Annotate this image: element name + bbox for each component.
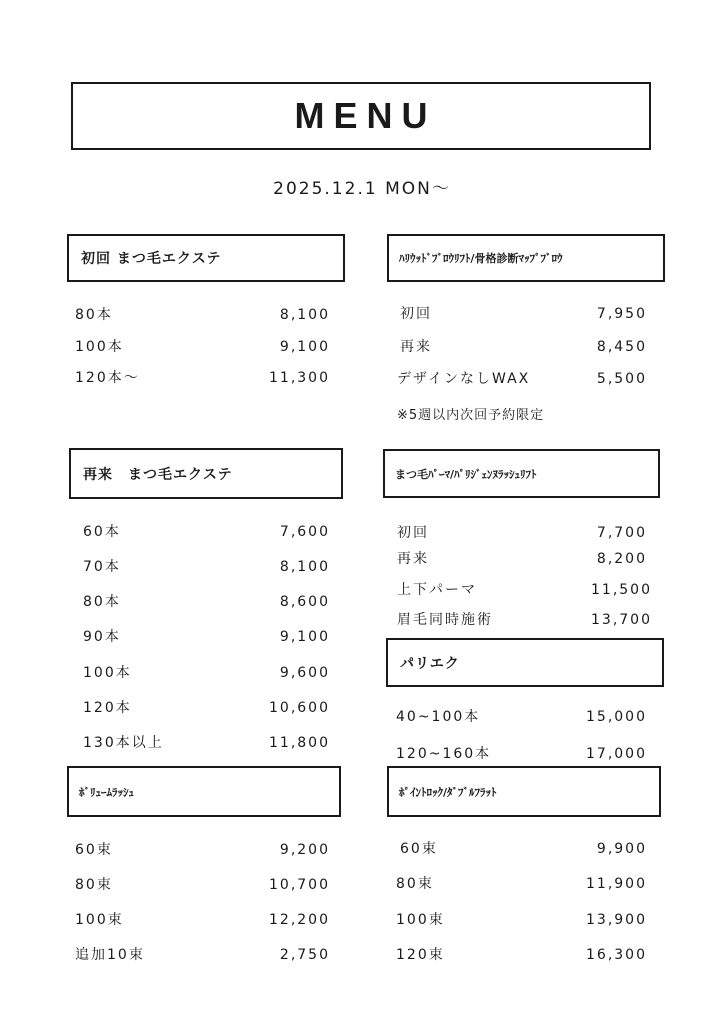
price-row (75, 305, 330, 325)
item-name: 90本 (83, 629, 121, 645)
price-row (83, 592, 330, 612)
item-name: 60束 (75, 842, 113, 858)
item-name: 40~100本 (396, 709, 481, 725)
item-name: 80本 (75, 307, 113, 323)
menu-title-box (71, 82, 651, 150)
price-row (75, 368, 330, 388)
price-row (400, 839, 647, 859)
item-price: 8,100 (279, 559, 330, 575)
section-heading-label: まつ毛ﾊﾟｰﾏ/ﾊﾟﾘｼﾞｪﾝﾇﾗｯｼｭﾘﾌﾄ (395, 467, 537, 481)
item-price: 11,300 (269, 370, 330, 386)
item-price: 13,900 (586, 912, 647, 928)
item-name: 再来 (400, 339, 432, 355)
price-row (396, 945, 647, 965)
section-brow-heading (387, 234, 665, 282)
item-price: 15,000 (586, 709, 647, 725)
price-row (396, 874, 647, 894)
menu-title: MENU (294, 95, 437, 136)
price-row (83, 522, 330, 542)
item-name: 眉毛同時施術 (397, 612, 493, 628)
section-heading-label: ﾎﾞﾘｭｰﾑﾗｯｼｭ (79, 785, 134, 799)
item-price: 7,600 (279, 524, 330, 540)
price-row (397, 523, 647, 543)
item-name: 60束 (400, 841, 438, 857)
effective-date: 2025.12.1 MON〜 (273, 179, 451, 199)
item-name: 初回 (397, 525, 429, 541)
price-row (397, 610, 652, 630)
item-price: 11,800 (269, 735, 330, 751)
price-row (75, 875, 330, 895)
section-heading-label: 再来 まつ毛エクステ (83, 466, 233, 483)
section-perm-heading (383, 449, 660, 498)
price-row (396, 744, 647, 764)
item-name: 100束 (396, 912, 445, 928)
item-name: 100本 (75, 339, 124, 355)
section-point-lock-heading (387, 766, 661, 817)
price-row (397, 549, 647, 569)
price-row (83, 733, 330, 753)
item-name: 追加10束 (75, 947, 145, 963)
item-price: 17,000 (586, 746, 647, 762)
item-name: 初回 (400, 306, 432, 322)
item-name: 120~160本 (396, 746, 492, 762)
section-eyelash-repeat-heading (69, 448, 343, 499)
price-row (83, 557, 330, 577)
item-price: 8,200 (596, 551, 647, 567)
item-price: 5,500 (596, 371, 647, 387)
item-price: 11,500 (591, 582, 652, 598)
price-row (83, 698, 330, 718)
price-row (400, 304, 647, 324)
price-row (75, 337, 330, 357)
item-name: 80束 (396, 876, 434, 892)
section-volume-heading (67, 766, 341, 817)
item-price: 13,700 (591, 612, 652, 628)
item-name: 再来 (397, 551, 429, 567)
section-heading-label: ﾎﾟｲﾝﾄﾛｯｸ/ﾀﾞﾌﾞﾙﾌﾗｯﾄ (399, 785, 497, 799)
price-row (75, 945, 330, 965)
item-price: 16,300 (586, 947, 647, 963)
price-row (396, 707, 647, 727)
item-price: 10,700 (269, 877, 330, 893)
item-price: 9,600 (279, 665, 330, 681)
item-price: 9,100 (279, 339, 330, 355)
item-price: 9,200 (279, 842, 330, 858)
price-row (75, 840, 330, 860)
item-price: 7,700 (596, 525, 647, 541)
item-price: 8,600 (279, 594, 330, 610)
item-name: 100束 (75, 912, 124, 928)
item-price: 10,600 (269, 700, 330, 716)
item-price: 2,750 (279, 947, 330, 963)
item-name: 80束 (75, 877, 113, 893)
item-price: 11,900 (586, 876, 647, 892)
item-name: 100本 (83, 665, 132, 681)
price-row (83, 663, 330, 683)
item-name: 80本 (83, 594, 121, 610)
item-price: 9,100 (279, 629, 330, 645)
item-price: 8,100 (279, 307, 330, 323)
item-name: デザインなしWAX (397, 371, 531, 387)
price-row (83, 627, 330, 647)
price-row (75, 910, 330, 930)
item-name: 120本 (83, 700, 132, 716)
item-name: 上下パーマ (397, 582, 477, 598)
item-price: 8,450 (596, 339, 647, 355)
price-row (397, 580, 652, 600)
item-name: 130本以上 (83, 735, 164, 751)
section-heading-label: ﾊﾘｳｯﾄﾞﾌﾞﾛｳﾘﾌﾄ/骨格診断ﾏｯﾌﾟﾌﾞﾛｳ (399, 252, 563, 265)
item-name: 60本 (83, 524, 121, 540)
item-price: 7,950 (596, 306, 647, 322)
section-eyelash-first-heading (67, 234, 345, 282)
item-name: 120本〜 (75, 370, 140, 386)
reservation-note: ※5週以内次回予約限定 (397, 408, 545, 423)
item-price: 12,200 (269, 912, 330, 928)
price-row (397, 369, 647, 389)
item-name: 70本 (83, 559, 121, 575)
price-row (396, 910, 647, 930)
price-row (400, 337, 647, 357)
section-pariek-heading (386, 638, 664, 687)
item-name: 120束 (396, 947, 445, 963)
section-heading-label: 初回 まつ毛エクステ (81, 251, 222, 267)
item-price: 9,900 (596, 841, 647, 857)
section-heading-label: パリエク (400, 655, 460, 672)
